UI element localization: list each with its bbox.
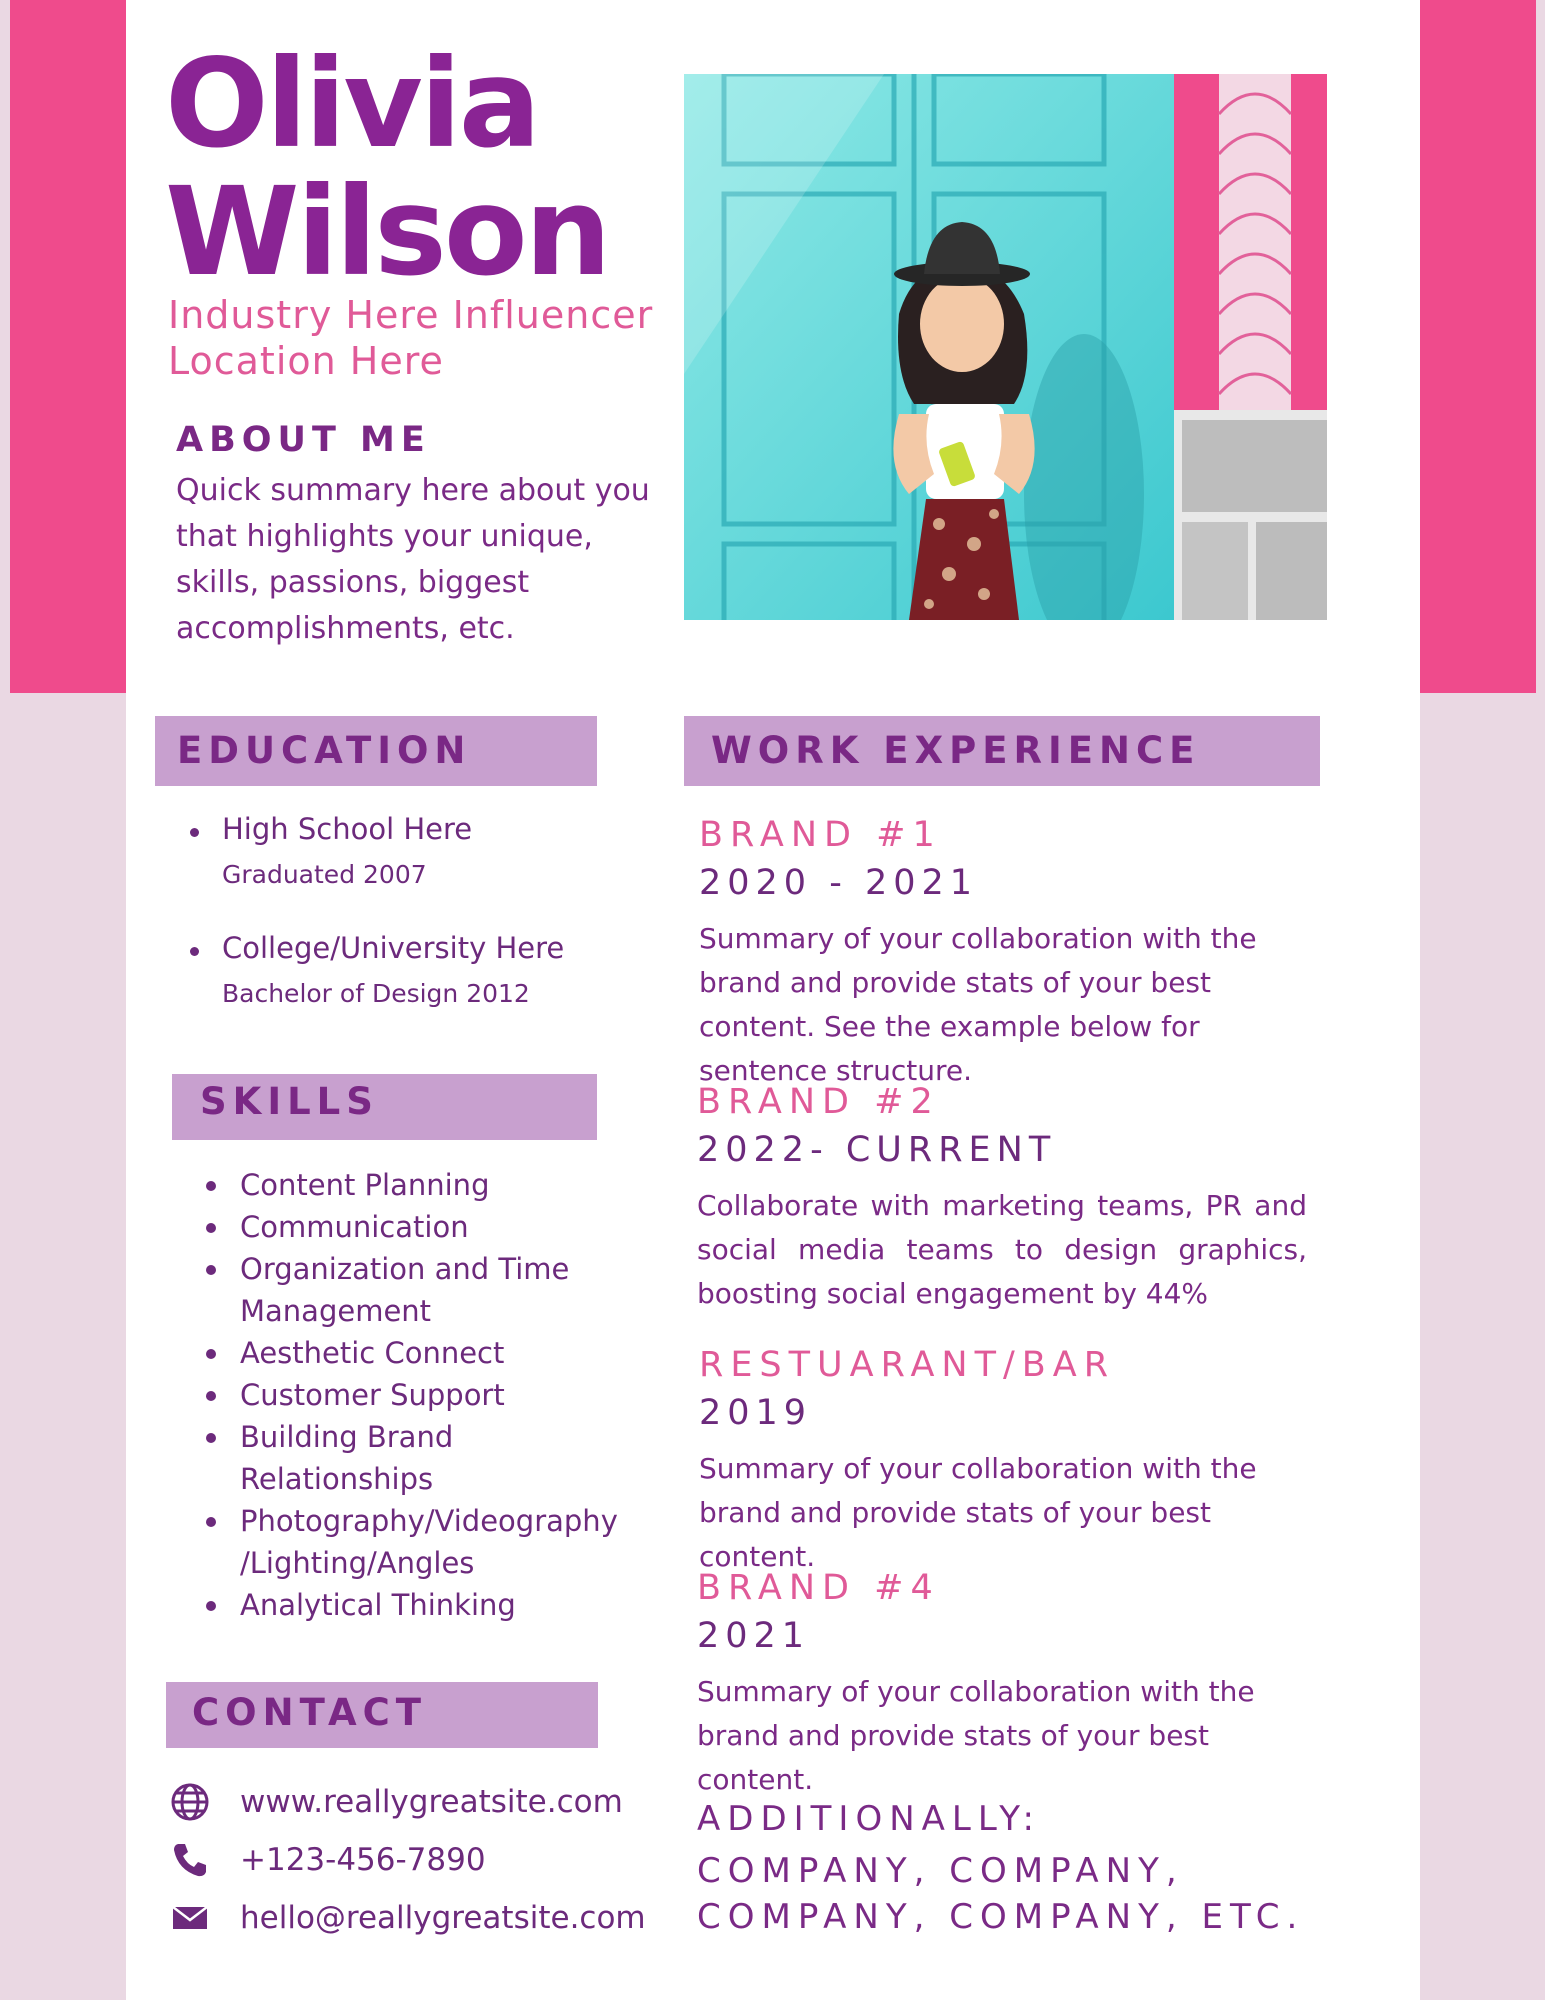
contact-title: CONTACT: [192, 1691, 427, 1734]
brand-summary: Summary of your collaboration with the brand and provide stats of your best content.: [699, 1452, 1257, 1573]
additionally-line: COMPANY, COMPANY, ETC.: [697, 1897, 1305, 1937]
brand-summary: Summary of your collaboration with the brand and provide stats of your best content.: [697, 1675, 1255, 1796]
additionally-line: COMPANY, COMPANY,: [697, 1851, 1184, 1891]
about-text: [176, 468, 656, 652]
about-line: accomplishments, etc.: [176, 611, 515, 646]
phone-text: +123-456-7890: [240, 1842, 486, 1878]
about-line: Quick summary here about you: [176, 473, 650, 508]
about-line: skills, passions, biggest: [176, 565, 530, 600]
phone-icon: [170, 1840, 240, 1880]
mail-icon: [170, 1898, 240, 1938]
skill-item: Aesthetic Connect: [204, 1332, 640, 1374]
education-header: [155, 716, 597, 786]
skills-header: [172, 1074, 597, 1140]
work-entry: [697, 1568, 1307, 1802]
brand-years: 2021: [697, 1616, 811, 1656]
last-name: Wilson: [165, 161, 609, 303]
contact-header: [166, 1682, 598, 1748]
brand-years: 2022- CURRENT: [697, 1130, 1057, 1170]
brand-name: RESTUARANT/BAR: [699, 1345, 1116, 1385]
contact-website[interactable]: [170, 1776, 670, 1828]
contact-phone[interactable]: [170, 1834, 670, 1886]
profile-photo: [684, 74, 1327, 620]
industry-text: Industry Here Influencer: [168, 293, 654, 337]
brand-summary: Summary of your collaboration with the brand and provide stats of your best content. See the example below for sentence structure.: [699, 922, 1257, 1087]
tagline: [168, 292, 708, 384]
contact-email[interactable]: [170, 1892, 670, 1944]
website-text: www.reallygreatsite.com: [240, 1784, 623, 1820]
skill-item: Photography/Videography /Lighting/Angles: [204, 1500, 640, 1584]
education-title: EDUCATION: [177, 729, 472, 772]
education-item: [188, 812, 608, 889]
brand-name: BRAND #1: [699, 815, 942, 855]
school-detail: Bachelor of Design 2012: [222, 979, 530, 1008]
work-title: WORK EXPERIENCE: [711, 729, 1201, 772]
skill-item: Analytical Thinking: [204, 1584, 640, 1626]
skill-item: Content Planning: [204, 1164, 640, 1206]
about-title: ABOUT ME: [176, 420, 431, 460]
skill-item: Building Brand Relationships: [204, 1416, 490, 1500]
work-entry: [699, 815, 1309, 1093]
brand-summary: Collaborate with marketing teams, PR and social media teams to design graphics, boosting social engagement by 44%: [697, 1189, 1307, 1310]
brand-name: BRAND #4: [697, 1568, 940, 1608]
school-name: High School Here: [222, 812, 473, 846]
skill-item: Communication: [204, 1206, 640, 1248]
bullet: [190, 828, 199, 837]
globe-icon: [170, 1782, 240, 1822]
about-line: that highlights your unique,: [176, 519, 593, 554]
school-name: College/University Here: [222, 931, 565, 965]
brand-years: 2019: [699, 1393, 813, 1433]
additionally-block: [697, 1796, 1304, 1940]
right-pink-bar: [1420, 0, 1536, 693]
bullet: [190, 947, 199, 956]
skill-item: Customer Support: [204, 1374, 640, 1416]
education-item: [188, 931, 608, 1008]
email-text: hello@reallygreatsite.com: [240, 1900, 646, 1936]
brand-name: BRAND #2: [697, 1082, 940, 1122]
skills-title: SKILLS: [200, 1080, 379, 1123]
work-entry: [699, 1345, 1309, 1579]
skills-list: [204, 1164, 640, 1626]
resume-name: [165, 33, 725, 303]
skill-item: Organization and Time Management: [204, 1248, 570, 1332]
first-name: Olivia: [165, 33, 539, 175]
additionally-title: ADDITIONALLY:: [697, 1799, 1041, 1839]
work-entry: [697, 1082, 1307, 1316]
contact-list: [170, 1776, 670, 1944]
work-header: [684, 716, 1320, 786]
education-list: [188, 812, 608, 1008]
location-text: Location Here: [168, 339, 444, 383]
brand-years: 2020 - 2021: [699, 863, 979, 903]
left-pink-bar: [10, 0, 126, 693]
school-detail: Graduated 2007: [222, 860, 427, 889]
